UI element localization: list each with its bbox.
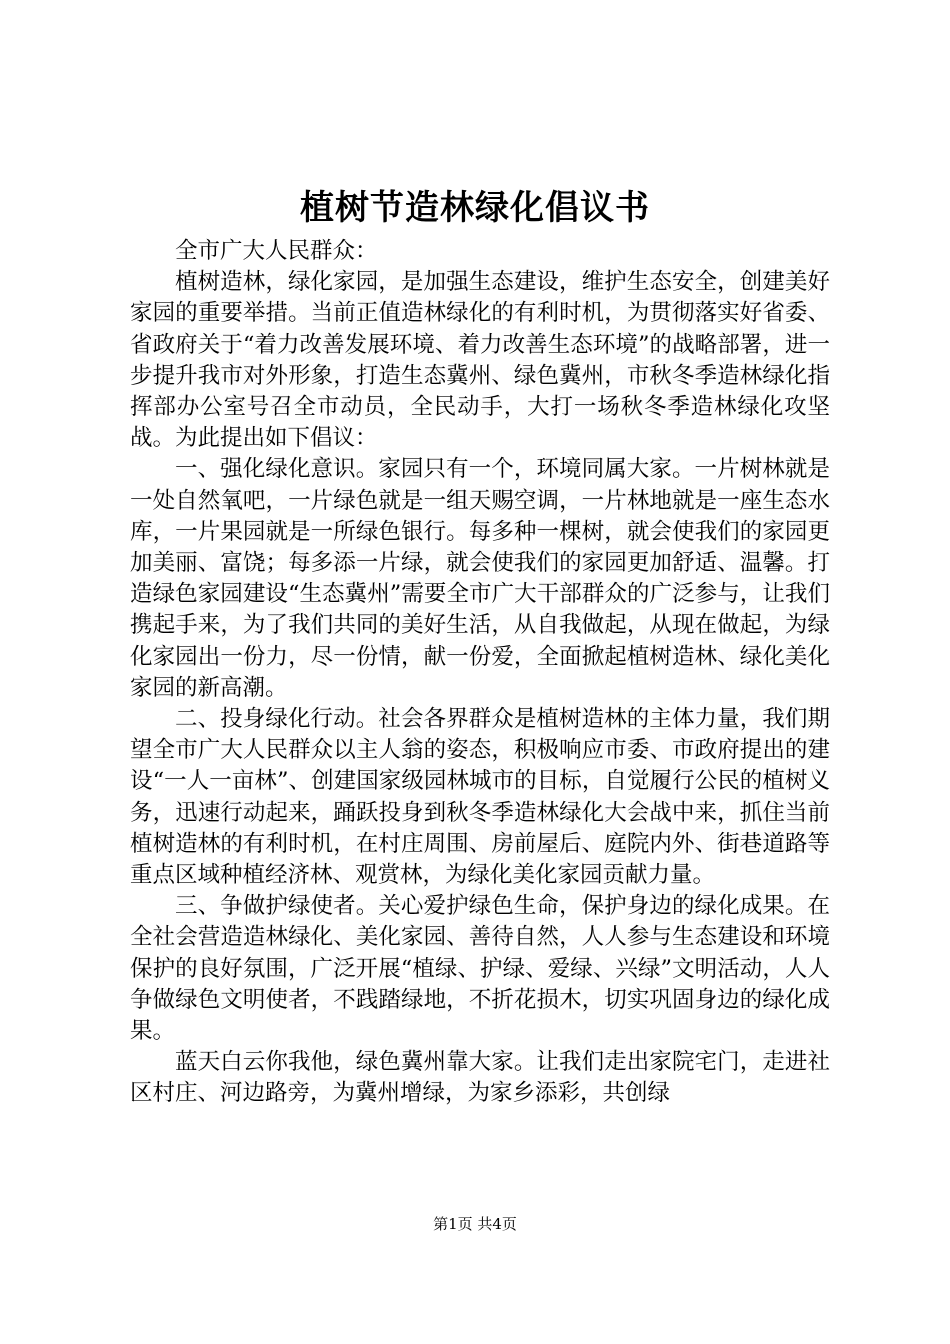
- page-number-footer: 第1页 共4页: [433, 1215, 517, 1233]
- paragraph-closing: 蓝天白云你我他，绿色冀州靠大家。让我们走出家院宅门，走进社区村庄、河边路旁，为冀州增绿，为家乡添彩，共创绿: [130, 1049, 830, 1107]
- paragraph-section-1: 一、强化绿化意识。家园只有一个，环境同属大家。一片树林就是一处自然氧吧，一片绿色就是一组天赐空调，一片林地就是一座生态水库，一片果园就是一所绿色银行。每多种一棵树，就会使我们的家园更加美丽、富饶；每多添一片绿，就会使我们的家园更加舒适、温馨。打造绿色家园建设“生态冀州”需要全市广大干部群众的广泛参与，让我们携起手来，为了我们共同的美好生活，从自我做起，从现在做起，为绿化家园出一份力，尽一份情，献一份爱，全面掀起植树造林、绿化美化家园的新高潮。: [130, 456, 830, 701]
- paragraph-intro: 植树造林，绿化家园，是加强生态建设，维护生态安全，创建美好家园的重要举措。当前正值造林绿化的有利时机，为贯彻落实好省委、省政府关于“着力改善发展环境、着力改善生态环境”的战略部署，进一步提升我市对外形象，打造生态冀州、绿色冀州，市秋冬季造林绿化指挥部办公室号召全市动员，全民动手，大打一场秋冬季造林绿化攻坚战。为此提出如下倡议：: [130, 269, 830, 452]
- document-title: 植树节造林绿化倡议书: [300, 188, 650, 228]
- salutation: 全市广大人民群众：: [175, 238, 378, 264]
- paragraph-section-3: 三、争做护绿使者。关心爱护绿色生命，保护身边的绿化成果。在全社会营造造林绿化、美化家园、善待自然，人人参与生态建设和环境保护的良好氛围，广泛开展“植绿、护绿、爱绿、兴绿”文明活动，人人争做绿色文明使者，不践踏绿地，不折花损木，切实巩固身边的绿化成果。: [130, 893, 830, 1045]
- document-body: [130, 236, 830, 1110]
- paragraph-section-2: 二、投身绿化行动。社会各界群众是植树造林的主体力量，我们期望全市广大人民群众以主人翁的姿态，积极响应市委、市政府提出的建设“一人一亩林”、创建国家级园林城市的目标，自觉履行公民的植树义务，迅速行动起来，踊跃投身到秋冬季造林绿化大会战中来，抓住当前植树造林的有利时机，在村庄周围、房前屋后、庭院内外、街巷道路等重点区域种植经济林、观赏林，为绿化美化家园贡献力量。: [130, 706, 830, 889]
